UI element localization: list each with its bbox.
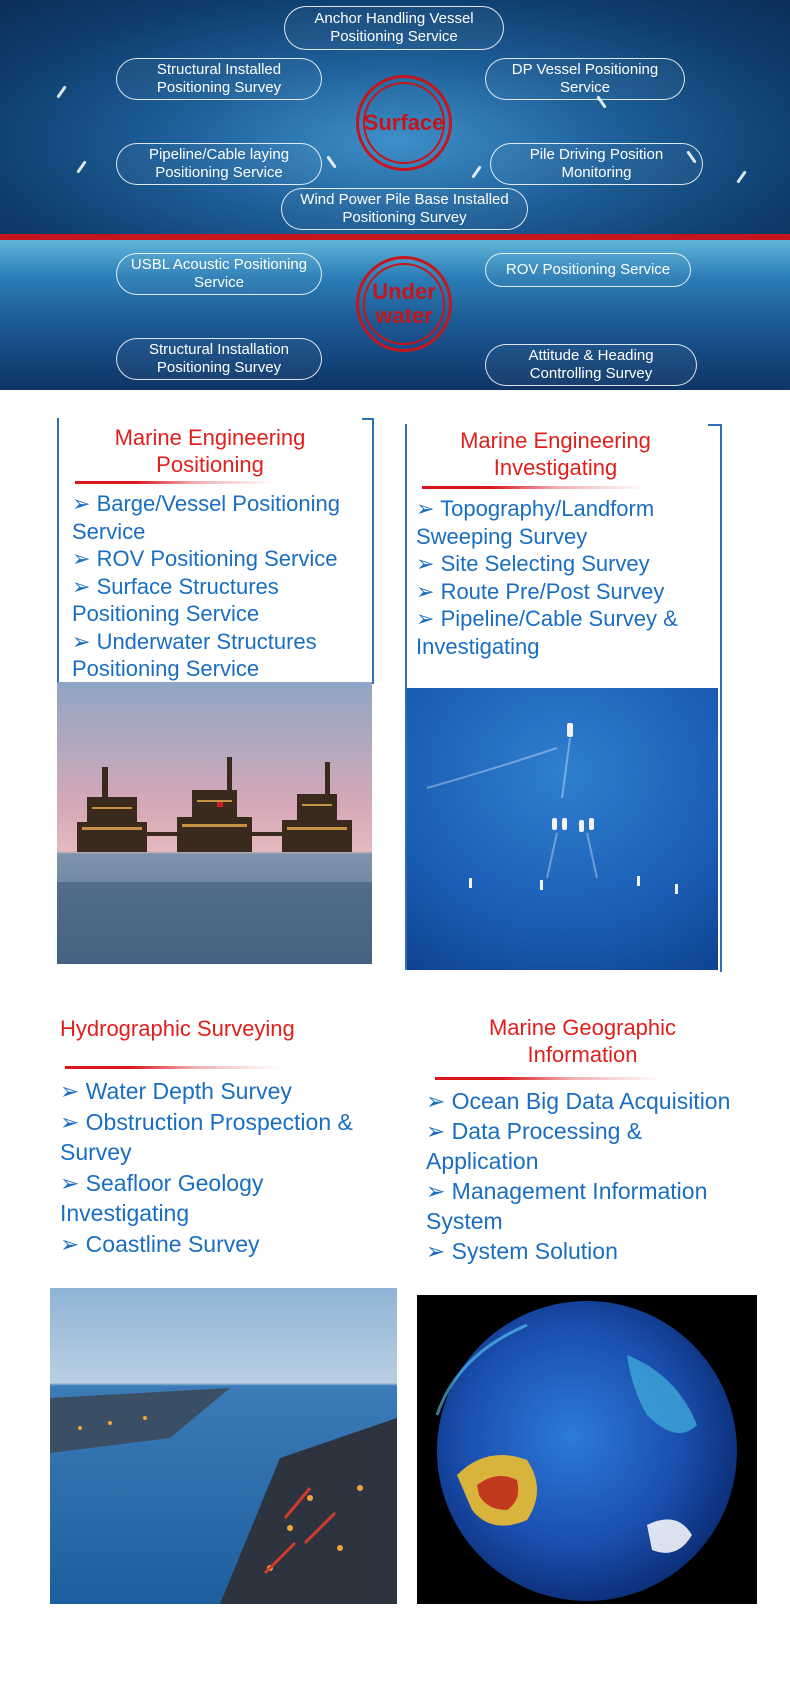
- section-title-positioning: Marine Engineering Positioning: [114, 425, 306, 477]
- section-title-investigating: Marine Engineering Investigating: [460, 428, 651, 480]
- title-underline: [435, 1077, 660, 1080]
- hydrographic-list: [60, 1076, 380, 1259]
- section-title-geographic: Marine Geographic Information: [488, 1015, 677, 1067]
- list-item: ➢ Obstruction Prospection & Survey: [60, 1108, 353, 1165]
- pill-structural-installation: Structural Installation Positioning Survey: [116, 338, 322, 380]
- pill-pipeline-cable: Pipeline/Cable laying Positioning Service: [116, 143, 322, 185]
- surface-ring: [356, 75, 452, 171]
- list-item: ➢ Site Selecting Survey: [416, 551, 650, 576]
- list-item: ➢ ROV Positioning Service: [72, 546, 338, 571]
- positioning-list: [72, 490, 362, 683]
- pill-dp-vessel: DP Vessel Positioning Service: [485, 58, 685, 100]
- pill-wind-power: Wind Power Pile Base Installed Positioning Survey: [281, 188, 528, 230]
- list-item: ➢ Coastline Survey: [60, 1230, 260, 1257]
- surface-label: Surface: [363, 110, 445, 135]
- title-underline: [65, 1066, 280, 1069]
- offshore-platform-photo: [57, 682, 372, 964]
- list-item: ➢ Topography/Landform Sweeping Survey: [416, 496, 655, 549]
- list-item: ➢ System Solution: [426, 1238, 618, 1264]
- list-item: ➢ Seafloor Geology Investigating: [60, 1169, 264, 1226]
- list-item: ➢ Ocean Big Data Acquisition: [426, 1088, 731, 1114]
- list-item: ➢ Route Pre/Post Survey: [416, 578, 665, 604]
- list-item: ➢ Surface Structures Positioning Service: [72, 573, 279, 626]
- pill-structural-installed: Structural Installed Positioning Survey: [116, 58, 322, 100]
- investigating-list: [416, 495, 708, 660]
- card-border-right: [362, 418, 374, 684]
- title-underline: [75, 481, 275, 484]
- surface-divider-line: [0, 234, 790, 240]
- underwater-label: Underwater: [372, 279, 436, 328]
- services-banner: [0, 0, 790, 390]
- list-item: ➢ Barge/Vessel Positioning Service: [72, 491, 340, 544]
- list-item: ➢ Data Processing & Application: [426, 1118, 643, 1174]
- list-item: ➢ Pipeline/Cable Survey & Investigating: [416, 606, 678, 659]
- globe-image: [417, 1295, 757, 1604]
- pill-attitude-heading: Attitude & Heading Controlling Survey: [485, 344, 697, 386]
- title-underline: [422, 486, 647, 489]
- pill-rov-positioning: ROV Positioning Service: [485, 253, 691, 287]
- pill-anchor-handling: Anchor Handling Vessel Positioning Service: [284, 6, 504, 50]
- pill-pile-driving: Pile Driving Position Monitoring: [490, 143, 703, 185]
- section-title-hydrographic: Hydrographic Surveying: [60, 1016, 295, 1041]
- pill-usbl-acoustic: USBL Acoustic Positioning Service: [116, 253, 322, 295]
- list-item: ➢ Water Depth Survey: [60, 1078, 292, 1104]
- list-item: ➢ Underwater Structures Positioning Service: [72, 628, 317, 681]
- aerial-vessels-photo: [407, 688, 718, 970]
- geographic-list: [426, 1086, 756, 1266]
- list-item: ➢ Management Information System: [426, 1178, 708, 1234]
- underwater-ring: [356, 256, 452, 352]
- card-border-left: [57, 418, 59, 682]
- harbor-photo: [50, 1288, 397, 1604]
